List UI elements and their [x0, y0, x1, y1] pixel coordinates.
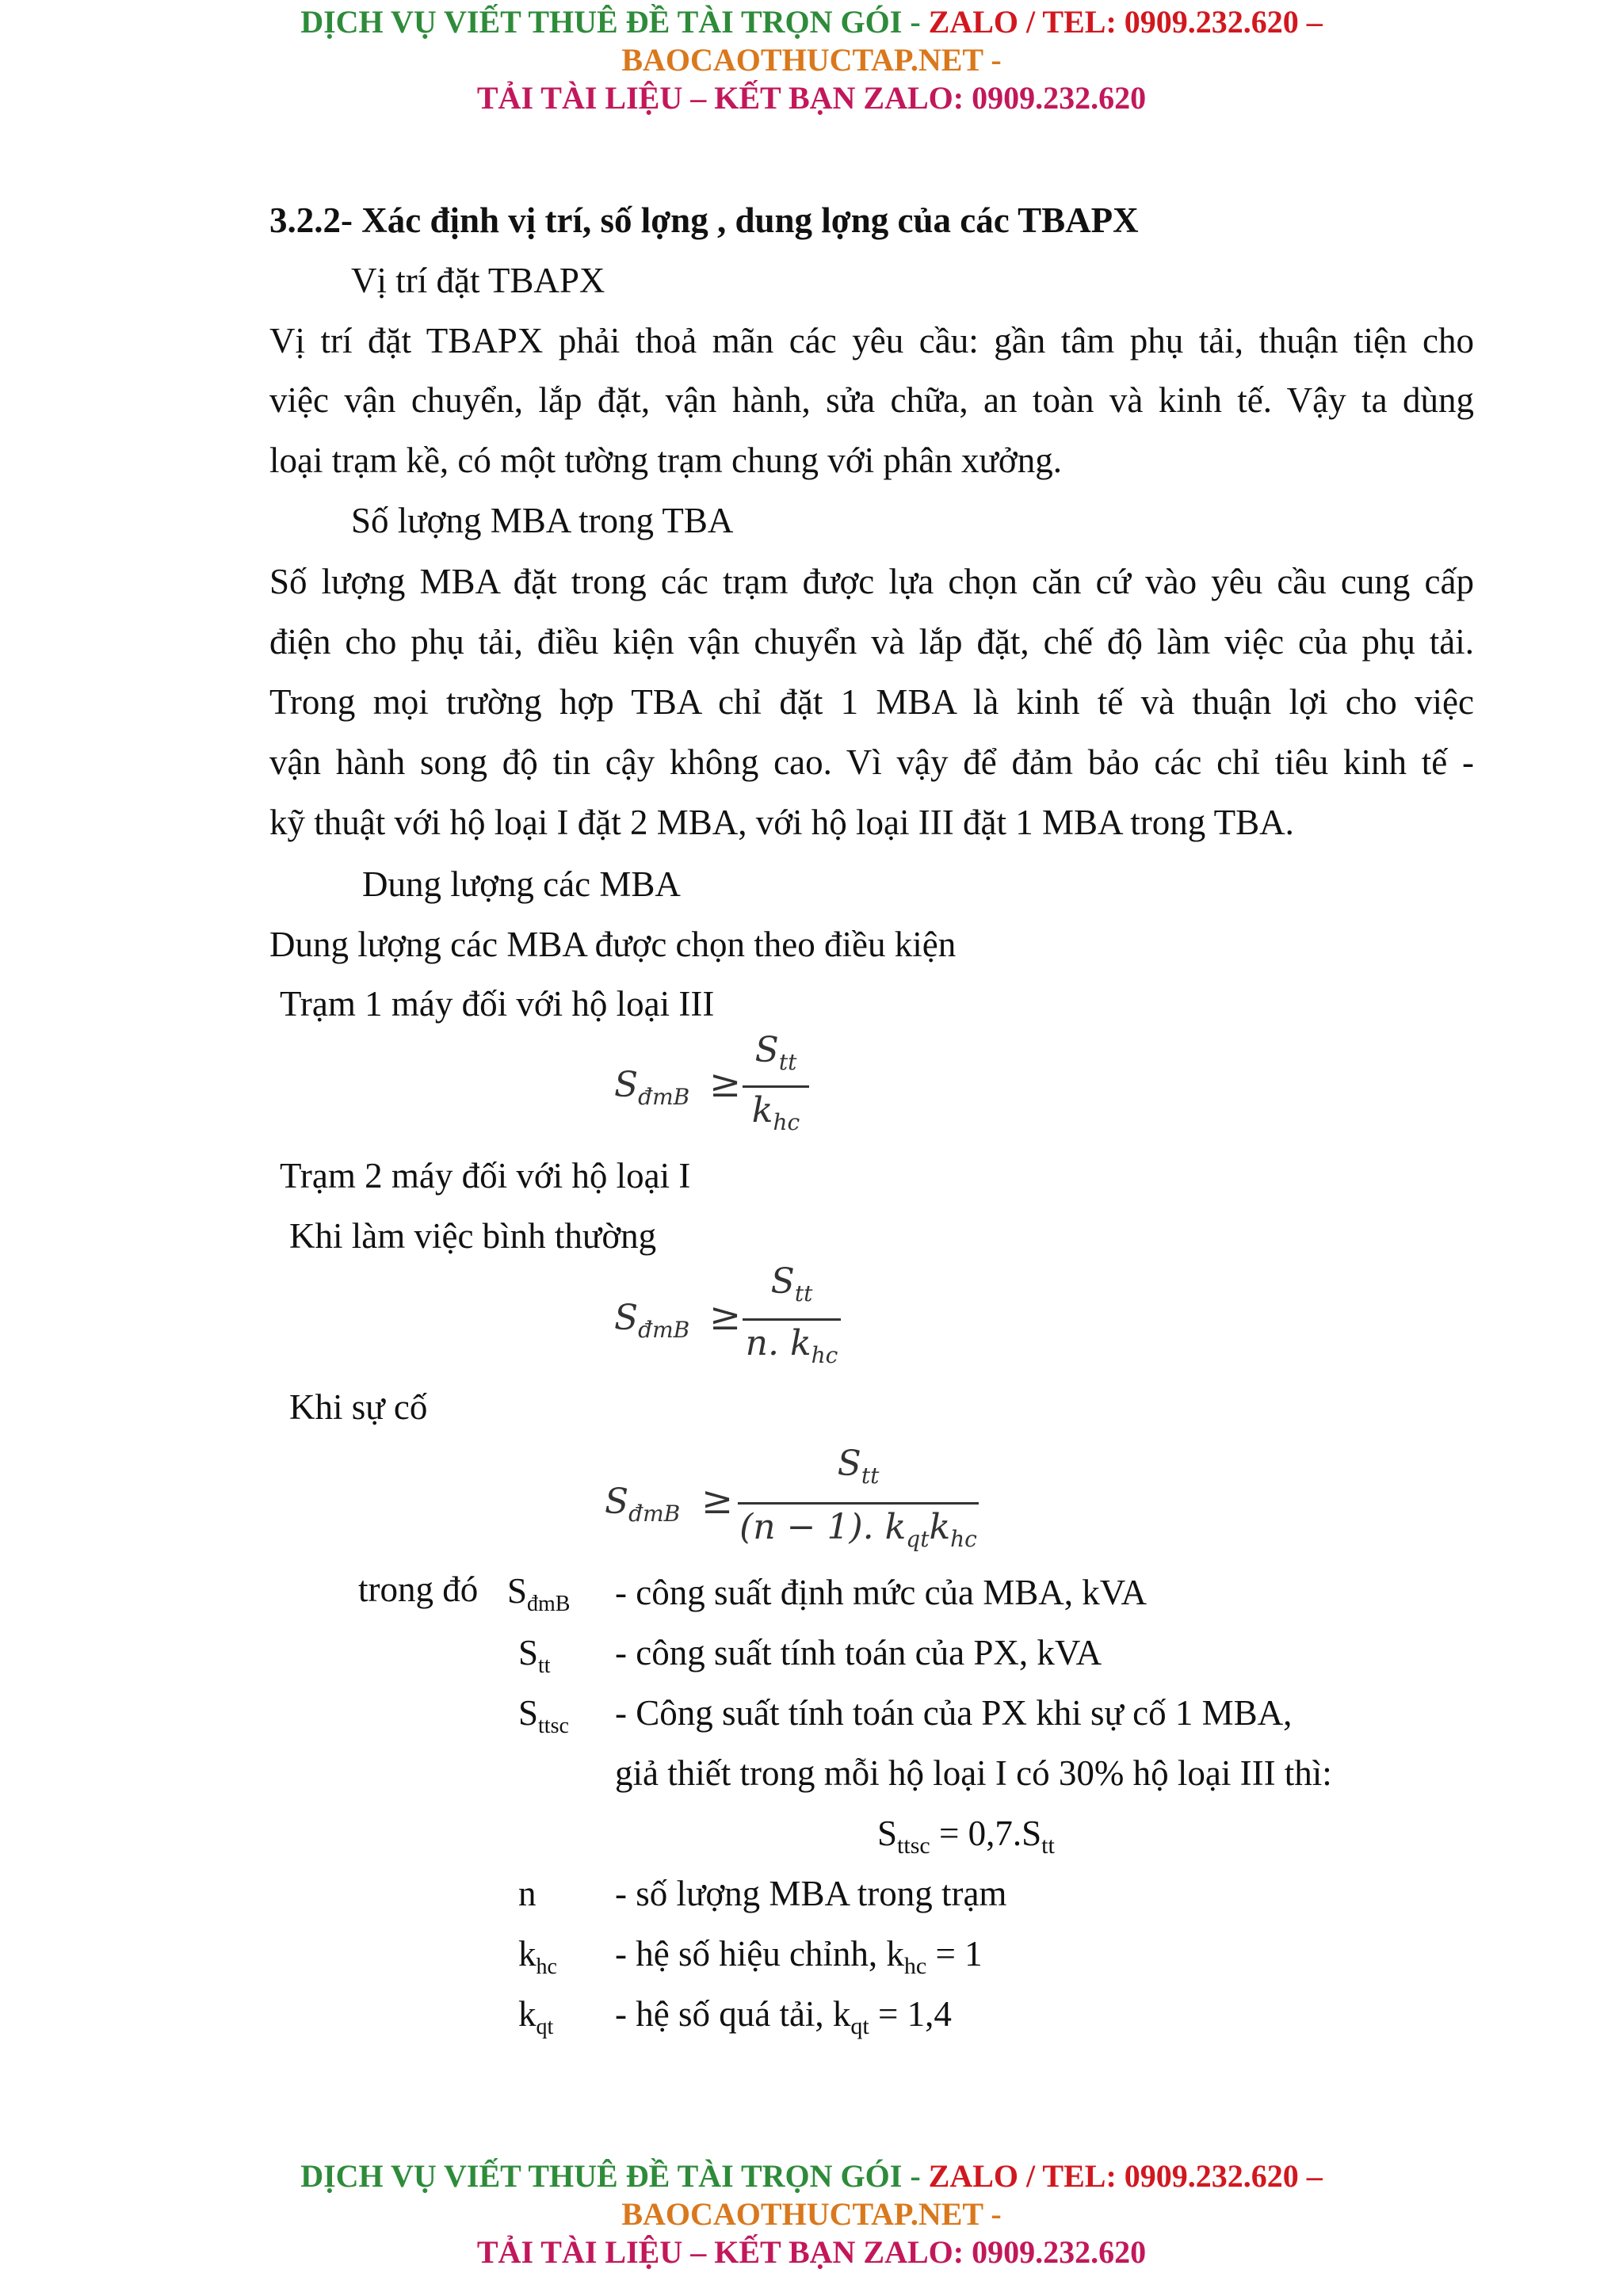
- paragraph-line: loại trạm kề, có một tường trạm chung với phân xưởng.: [269, 441, 1062, 480]
- equation-numerator: $S_{tt}$: [770, 1261, 813, 1306]
- subsection-title-vitri: Vị trí đặt TBAPX: [351, 261, 605, 300]
- equation-numerator: $S_{tt}$: [754, 1030, 797, 1075]
- paragraph-line: điện cho phụ tải, điều kiện vận chuyển và lắp đặt, chế độ làm việc của phụ tải.: [269, 622, 1474, 662]
- definition-symbol: $k_{hc}$: [518, 1934, 557, 1979]
- header-banner: [0, 3, 1623, 117]
- paragraph-line: kỹ thuật với hộ loại I đặt 2 MBA, với hộ loại III đặt 1 MBA trong TBA.: [269, 803, 1294, 842]
- definition-intro: trong đó: [358, 1569, 479, 1609]
- paragraph-line: vận hành song độ tin cậy không cao. Vì vậy để đảm bảo các chỉ tiêu kinh tế -: [269, 742, 1474, 782]
- paragraph-line: Trạm 2 máy đối với hộ loại I: [280, 1156, 691, 1196]
- definition-text: - công suất định mức của MBA, kVA: [615, 1573, 1147, 1612]
- equation-denominator: n. $k_{hc}$: [745, 1323, 838, 1368]
- definition-symbol: $S_{ttsc}$: [518, 1693, 569, 1738]
- definition-text: giả thiết trong mỗi hộ loại I có 30% hộ loại III thì:: [615, 1753, 1332, 1793]
- equation-2: [614, 1261, 852, 1380]
- section-heading: 3.2.2- Xác định vị trí, số lợng , dung lợng của các TBAPX: [269, 200, 1139, 240]
- banner-line-2: BAOCAOTHUCTAP.NET -: [621, 42, 1002, 78]
- fraction-bar: [738, 1502, 979, 1505]
- fraction-bar: [743, 1085, 809, 1088]
- banner-line-1: DỊCH VỤ VIẾT THUÊ ĐỀ TÀI TRỌN GÓI - ZALO / TEL: 0909.232.620 –: [300, 2158, 1323, 2194]
- equation-ge: ≥: [701, 1478, 734, 1523]
- paragraph-line: Vị trí đặt TBAPX phải thoả mãn các yêu cầu: gần tâm phụ tải, thuận tiện cho: [269, 321, 1474, 360]
- subsection-title-soluong: Số lượng MBA trong TBA: [351, 501, 734, 540]
- definition-symbol: $S_{đmB}$: [507, 1571, 571, 1616]
- equation-1: [614, 1030, 820, 1149]
- paragraph-line: Dung lượng các MBA được chọn theo điều kiện: [269, 925, 957, 964]
- paragraph-line: Khi làm việc bình thường: [289, 1216, 657, 1256]
- equation-lhs: $S_{đmB}$: [614, 1298, 690, 1343]
- banner-line-3: TẢI TÀI LIỆU – KẾT BẠN ZALO: 0909.232.620: [476, 2234, 1147, 2270]
- definition-text: - công suất tính toán của PX, kVA: [615, 1633, 1102, 1672]
- banner-line-2: BAOCAOTHUCTAP.NET -: [621, 2196, 1002, 2232]
- equation-ge: ≥: [709, 1062, 742, 1106]
- equation-3: [605, 1444, 1001, 1562]
- definition-text: - số lượng MBA trong trạm: [615, 1874, 1007, 1913]
- definition-symbol: $k_{qt}$: [518, 1994, 554, 2039]
- equation-denominator: $k_{hc}$: [751, 1090, 800, 1135]
- definition-text: - Công suất tính toán của PX khi sự cố 1 MBA,: [615, 1693, 1293, 1733]
- banner-line-3: TẢI TÀI LIỆU – KẾT BẠN ZALO: 0909.232.620: [476, 80, 1147, 116]
- equation-lhs: $S_{đmB}$: [614, 1065, 690, 1110]
- banner-line-1: DỊCH VỤ VIẾT THUÊ ĐỀ TÀI TRỌN GÓI - ZALO / TEL: 0909.232.620 –: [300, 4, 1323, 40]
- subsection-title-dungluong: Dung lượng các MBA: [362, 864, 681, 904]
- footer-banner: [0, 2157, 1623, 2271]
- paragraph-line: Trạm 1 máy đối với hộ loại III: [280, 984, 715, 1024]
- equation-ge: ≥: [709, 1295, 742, 1339]
- fraction-bar: [743, 1318, 841, 1321]
- definition-symbol: n: [518, 1874, 537, 1913]
- paragraph-line: Trong mọi trường hợp TBA chỉ đặt 1 MBA là kinh tế và thuận lợi cho việc: [269, 682, 1474, 722]
- definition-text: - hệ số quá tải, $k_{qt} = 1,4$: [615, 1994, 952, 2039]
- paragraph-line: Số lượng MBA đặt trong các trạm được lựa chọn căn cứ vào yêu cầu cung cấp: [269, 562, 1474, 601]
- equation-numerator: $S_{tt}$: [837, 1444, 880, 1489]
- equation-lhs: $S_{đmB}$: [605, 1482, 681, 1527]
- paragraph-line: việc vận chuyển, lắp đặt, vận hành, sửa chữa, an toàn và kinh tế. Vậy ta dùng: [269, 380, 1474, 420]
- definition-symbol: $S_{tt}$: [518, 1633, 551, 1678]
- definition-text: - hệ số hiệu chỉnh, $k_{hc} = 1$: [615, 1934, 983, 1979]
- paragraph-line: Khi sự cố: [289, 1387, 428, 1427]
- equation-denominator: (n − 1). $k_{qt}k_{hc}$: [739, 1507, 977, 1552]
- formula-sttsc: $S_{ttsc} = 0,7.S_{tt}$: [877, 1814, 1055, 1859]
